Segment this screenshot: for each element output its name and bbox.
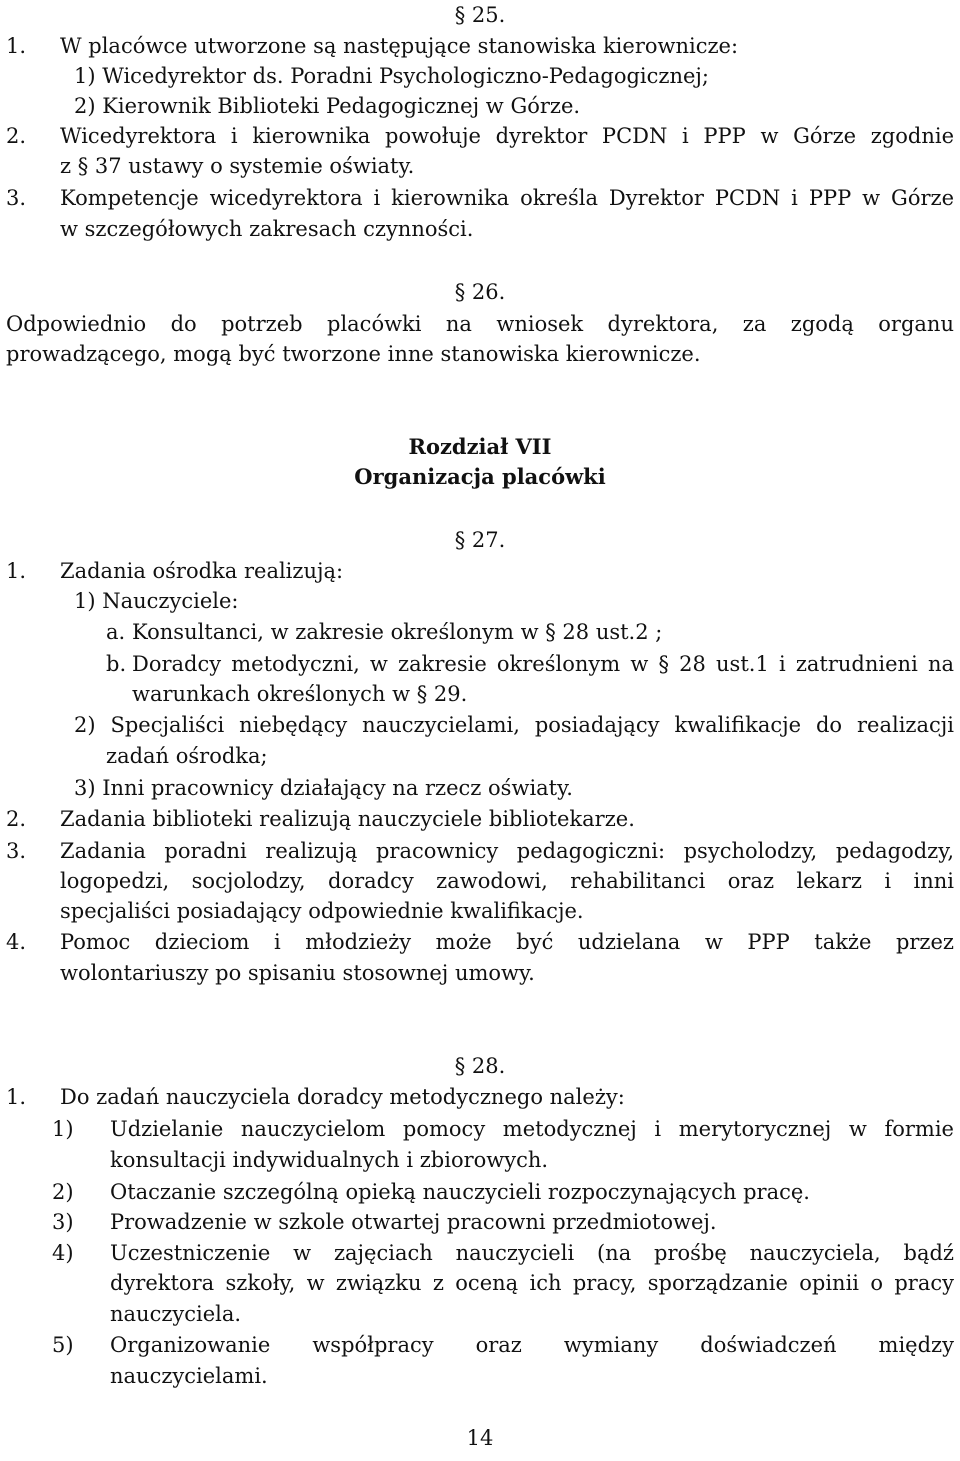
- letter-text: Konsultanci, w zakresie określonym w § 28 ust.2 ;: [132, 620, 663, 644]
- text-line: zadań ośrodka;: [106, 744, 268, 768]
- subitem-text: [74, 710, 954, 740]
- text-line: z § 37 ustawy o systemie oświaty.: [60, 154, 415, 178]
- text-line: w szczegółowych zakresach czynności.: [60, 217, 474, 241]
- section-25-heading: § 25.: [454, 3, 506, 27]
- point-number: 4): [52, 1241, 74, 1265]
- point-number: 2): [52, 1180, 74, 1204]
- section-27-heading: § 27.: [454, 528, 506, 552]
- paragraph: [6, 309, 954, 339]
- justified-line: [110, 1114, 954, 1144]
- item-number: 2.: [6, 807, 27, 831]
- page-number: 14: [466, 1426, 494, 1450]
- point-number: 5): [52, 1333, 74, 1357]
- item-number: 3.: [6, 839, 27, 863]
- point-text: [110, 1330, 954, 1360]
- justified-line: [110, 1268, 954, 1298]
- text-line: Wicedyrektora i kierownika powołuje dyrektor PCDN i PPP w Górze zgodnie: [60, 124, 954, 148]
- subitem-text: 1) Nauczyciele:: [74, 589, 239, 613]
- text-line: nauczyciela.: [110, 1302, 242, 1326]
- text-line: Doradcy metodyczni, w zakresie określonym w § 28 ust.1 i zatrudnieni na: [132, 652, 954, 676]
- text-line: nauczycielami.: [110, 1364, 268, 1388]
- item-text: [60, 183, 954, 213]
- justified-line: [60, 121, 954, 151]
- text-line: konsultacji indywidualnych i zbiorowych.: [110, 1148, 549, 1172]
- justified-line: [60, 866, 954, 896]
- text-line: Organizowanie współpracy oraz wymiany doświadczeń między: [110, 1333, 954, 1357]
- text-line: Uczestniczenie w zajęciach nauczycieli (na prośbę nauczyciela, bądź: [110, 1241, 954, 1265]
- subitem-text: 1) Wicedyrektor ds. Poradni Psychologiczno-Pedagogicznej;: [74, 64, 709, 88]
- justified-line: [6, 309, 954, 339]
- text-line: prowadzącego, mogą być tworzone inne stanowiska kierownicze.: [6, 342, 701, 366]
- item-text: Zadania ośrodka realizują:: [60, 559, 344, 583]
- letter-text: [132, 649, 954, 679]
- point-number: 1): [52, 1117, 74, 1141]
- item-number: 1.: [6, 34, 27, 58]
- text-line: logopedzi, socjolodzy, doradcy zawodowi, rehabilitanci oraz lekarz i inni: [60, 869, 954, 893]
- item-text: [60, 836, 954, 896]
- item-text: [60, 927, 954, 957]
- point-text: [110, 1238, 954, 1298]
- justified-line: [110, 1330, 954, 1360]
- section-28-heading: § 28.: [454, 1054, 506, 1078]
- item-text: W placówce utworzone są następujące stanowiska kierownicze:: [60, 34, 739, 58]
- justified-line: [110, 1238, 954, 1268]
- text-line: Zadania poradni realizują pracownicy pedagogiczni: psycholodzy, pedagodzy,: [60, 839, 954, 863]
- point-text: Otaczanie szczególną opieką nauczycieli rozpoczynających pracę.: [110, 1180, 810, 1204]
- text-line: wolontariuszy po spisaniu stosownej umowy.: [60, 961, 535, 985]
- item-number: 3.: [6, 186, 27, 210]
- text-line: Kompetencje wicedyrektora i kierownika określa Dyrektor PCDN i PPP w Górze: [60, 186, 954, 210]
- text-line: Udzielanie nauczycielom pomocy metodycznej i merytorycznej w formie: [110, 1117, 954, 1141]
- text-line: warunkach określonych w § 29.: [132, 682, 468, 706]
- point-text: Prowadzenie w szkole otwartej pracowni przedmiotowej.: [110, 1210, 717, 1234]
- text-line: Odpowiednio do potrzeb placówki na wniosek dyrektora, za zgodą organu: [6, 312, 954, 336]
- subitem-text: 3) Inni pracownicy działający na rzecz oświaty.: [74, 776, 573, 800]
- letter-number: a.: [106, 620, 126, 644]
- justified-line: [60, 836, 954, 866]
- item-number: 1.: [6, 559, 27, 583]
- justified-line: [60, 183, 954, 213]
- justified-line: [132, 649, 954, 679]
- text-line: dyrektora szkoły, w związku z oceną ich pracy, sporządzanie opinii o pracy: [110, 1271, 954, 1295]
- justified-line: [60, 927, 954, 957]
- item-number: 1.: [6, 1085, 27, 1109]
- item-text: Do zadań nauczyciela doradcy metodycznego należy:: [60, 1085, 625, 1109]
- chapter-title: Rozdział VII: [408, 434, 552, 459]
- justified-line: [74, 710, 954, 740]
- subitem-text: 2) Kierownik Biblioteki Pedagogicznej w Górze.: [74, 94, 581, 118]
- chapter-subtitle: Organizacja placówki: [354, 464, 606, 489]
- text-line: specjaliści posiadający odpowiednie kwalifikacje.: [60, 899, 584, 923]
- text-line: Pomoc dzieciom i młodzieży może być udzielana w PPP także przez: [60, 930, 954, 954]
- item-text: Zadania biblioteki realizują nauczyciele bibliotekarze.: [60, 807, 635, 831]
- text-line: 2) Specjaliści niebędący nauczycielami, posiadający kwalifikacje do realizacji: [74, 713, 954, 737]
- point-text: [110, 1114, 954, 1144]
- point-number: 3): [52, 1210, 74, 1234]
- section-26-heading: § 26.: [454, 280, 506, 304]
- item-number: 4.: [6, 930, 27, 954]
- item-text: [60, 121, 954, 151]
- letter-number: b.: [106, 652, 127, 676]
- item-number: 2.: [6, 124, 27, 148]
